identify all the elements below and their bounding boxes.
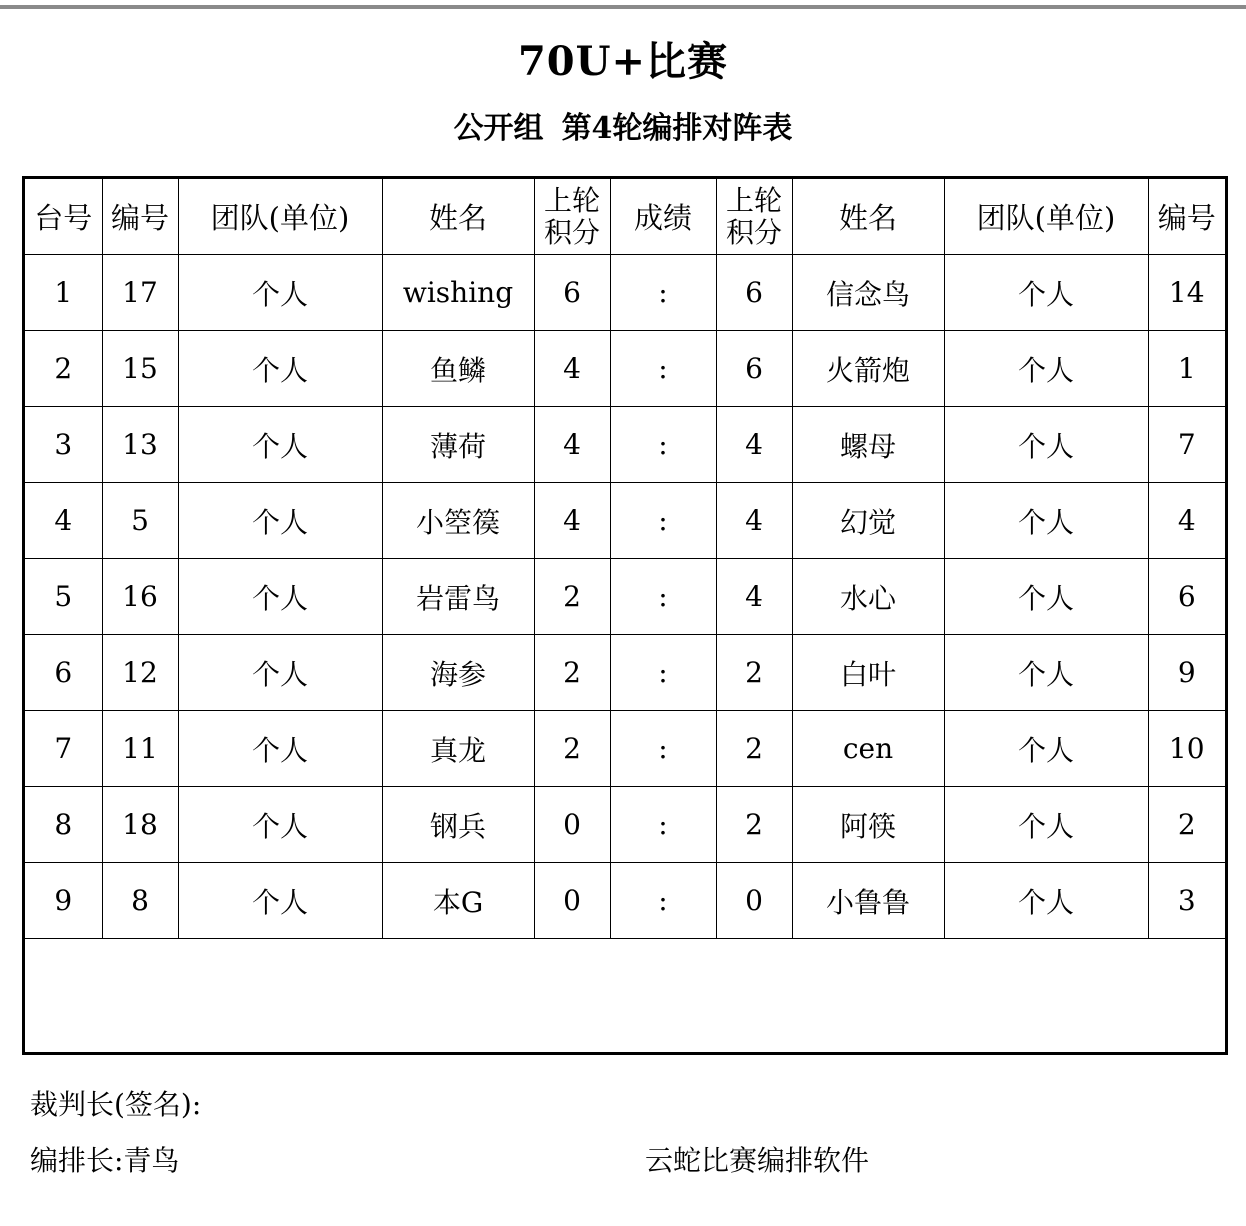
- table-row: [25, 559, 1225, 635]
- cell-player-a-prev-score: 4: [534, 331, 610, 407]
- cell-player-b-prev-score: 2: [716, 787, 792, 863]
- cell-player-a-team: 个人: [178, 331, 382, 407]
- cell-player-a-prev-score: 4: [534, 483, 610, 559]
- header-result: 成绩: [610, 179, 716, 255]
- cell-player-a-no: 11: [102, 711, 178, 787]
- subtitle-group: 公开组: [453, 111, 544, 146]
- cell-player-a-name: 薄荷: [382, 407, 534, 483]
- cell-player-b-prev-score: 4: [716, 559, 792, 635]
- cell-table-no: 1: [25, 255, 102, 331]
- cell-table-no: 7: [25, 711, 102, 787]
- cell-player-b-team: 个人: [944, 635, 1148, 711]
- cell-player-a-team: 个人: [178, 863, 382, 939]
- cell-player-b-no: 14: [1148, 255, 1225, 331]
- cell-table-no: 3: [25, 407, 102, 483]
- cell-player-a-name: 真龙: [382, 711, 534, 787]
- cell-result: :: [610, 711, 716, 787]
- cell-player-b-name: 信念鸟: [792, 255, 944, 331]
- cell-result: :: [610, 255, 716, 331]
- cell-player-b-team: 个人: [944, 559, 1148, 635]
- cell-player-b-prev-score: 6: [716, 331, 792, 407]
- cell-player-b-prev-score: 4: [716, 483, 792, 559]
- software-credit: 云蛇比赛编排软件: [645, 1144, 870, 1177]
- table-row: [25, 787, 1225, 863]
- cell-player-b-name: cen: [792, 711, 944, 787]
- cell-player-a-prev-score: 0: [534, 787, 610, 863]
- cell-player-b-prev-score: 4: [716, 407, 792, 483]
- cell-player-a-name: 本G: [382, 863, 534, 939]
- cell-result: :: [610, 407, 716, 483]
- cell-player-a-prev-score: 2: [534, 635, 610, 711]
- cell-result: :: [610, 863, 716, 939]
- cell-player-a-no: 13: [102, 407, 178, 483]
- cell-player-a-prev-score: 2: [534, 711, 610, 787]
- cell-player-b-prev-score: 2: [716, 711, 792, 787]
- table-row: [25, 711, 1225, 787]
- page-title: 70U+比赛: [517, 38, 729, 85]
- cell-player-a-prev-score: 0: [534, 863, 610, 939]
- cell-player-a-name: 岩雷鸟: [382, 559, 534, 635]
- cell-player-a-name: wishing: [382, 255, 534, 331]
- cell-result: :: [610, 787, 716, 863]
- page-subtitle: [0, 103, 1246, 147]
- cell-player-b-name: 水心: [792, 559, 944, 635]
- cell-player-b-no: 4: [1148, 483, 1225, 559]
- cell-player-a-team: 个人: [178, 483, 382, 559]
- cell-player-a-no: 17: [102, 255, 178, 331]
- cell-player-b-no: 7: [1148, 407, 1225, 483]
- cell-table-no: 4: [25, 483, 102, 559]
- cell-player-a-team: 个人: [178, 407, 382, 483]
- cell-player-b-team: 个人: [944, 787, 1148, 863]
- cell-player-a-team: 个人: [178, 635, 382, 711]
- table-row: [25, 255, 1225, 331]
- cell-player-b-no: 3: [1148, 863, 1225, 939]
- referee-signature-label: 裁判长(签名):: [30, 1088, 202, 1121]
- cell-player-b-team: 个人: [944, 711, 1148, 787]
- cell-player-a-team: 个人: [178, 711, 382, 787]
- table-row: [25, 331, 1225, 407]
- cell-player-b-team: 个人: [944, 407, 1148, 483]
- cell-player-a-no: 5: [102, 483, 178, 559]
- cell-player-a-name: 海参: [382, 635, 534, 711]
- cell-player-b-prev-score: 6: [716, 255, 792, 331]
- cell-player-a-team: 个人: [178, 559, 382, 635]
- header-player-a-name: 姓名: [382, 179, 534, 255]
- cell-player-b-prev-score: 0: [716, 863, 792, 939]
- cell-player-a-no: 12: [102, 635, 178, 711]
- cell-player-a-team: 个人: [178, 255, 382, 331]
- cell-result: :: [610, 635, 716, 711]
- header-player-b-prev-score: 上轮 积分: [716, 179, 792, 255]
- header-row: [25, 179, 1225, 255]
- cell-player-a-team: 个人: [178, 787, 382, 863]
- cell-table-no: 8: [25, 787, 102, 863]
- top-border-line: [0, 5, 1246, 9]
- cell-player-b-name: 螺母: [792, 407, 944, 483]
- header-player-b-no: 编号: [1148, 179, 1225, 255]
- cell-player-b-no: 10: [1148, 711, 1225, 787]
- arranger-label: 编排长:青鸟: [30, 1144, 180, 1177]
- cell-table-no: 9: [25, 863, 102, 939]
- cell-table-no: 2: [25, 331, 102, 407]
- cell-player-b-team: 个人: [944, 255, 1148, 331]
- cell-player-b-no: 6: [1148, 559, 1225, 635]
- cell-player-b-no: 2: [1148, 787, 1225, 863]
- blank-row: [25, 939, 1225, 1052]
- cell-table-no: 5: [25, 559, 102, 635]
- cell-player-a-no: 16: [102, 559, 178, 635]
- pairing-table: [25, 179, 1225, 1051]
- cell-player-a-no: 18: [102, 787, 178, 863]
- cell-player-b-prev-score: 2: [716, 635, 792, 711]
- cell-player-b-name: 白叶: [792, 635, 944, 711]
- pairing-table-frame: [22, 176, 1228, 1055]
- cell-player-a-no: 8: [102, 863, 178, 939]
- cell-player-b-no: 1: [1148, 331, 1225, 407]
- table-row: [25, 863, 1225, 939]
- cell-player-b-team: 个人: [944, 331, 1148, 407]
- blank-area: [25, 939, 1225, 1052]
- cell-player-a-no: 15: [102, 331, 178, 407]
- table-row: [25, 635, 1225, 711]
- cell-player-b-name: 阿筷: [792, 787, 944, 863]
- cell-player-a-name: 鱼鳞: [382, 331, 534, 407]
- cell-player-b-name: 幻觉: [792, 483, 944, 559]
- table-row: [25, 407, 1225, 483]
- cell-player-a-name: 小箜篌: [382, 483, 534, 559]
- header-table-no: 台号: [25, 179, 102, 255]
- cell-player-a-prev-score: 6: [534, 255, 610, 331]
- subtitle-round: 第4轮编排对阵表: [561, 111, 793, 146]
- header-player-a-team: 团队(单位): [178, 179, 382, 255]
- header-player-b-team: 团队(单位): [944, 179, 1148, 255]
- cell-player-b-team: 个人: [944, 483, 1148, 559]
- cell-player-b-no: 9: [1148, 635, 1225, 711]
- cell-result: :: [610, 331, 716, 407]
- cell-player-a-name: 钢兵: [382, 787, 534, 863]
- cell-player-a-prev-score: 4: [534, 407, 610, 483]
- table-row: [25, 483, 1225, 559]
- cell-player-b-name: 火箭炮: [792, 331, 944, 407]
- header-player-a-no: 编号: [102, 179, 178, 255]
- header-player-a-prev-score: 上轮 积分: [534, 179, 610, 255]
- cell-result: :: [610, 483, 716, 559]
- cell-player-b-team: 个人: [944, 863, 1148, 939]
- cell-player-b-name: 小鲁鲁: [792, 863, 944, 939]
- cell-table-no: 6: [25, 635, 102, 711]
- header-player-b-name: 姓名: [792, 179, 944, 255]
- cell-result: :: [610, 559, 716, 635]
- cell-player-a-prev-score: 2: [534, 559, 610, 635]
